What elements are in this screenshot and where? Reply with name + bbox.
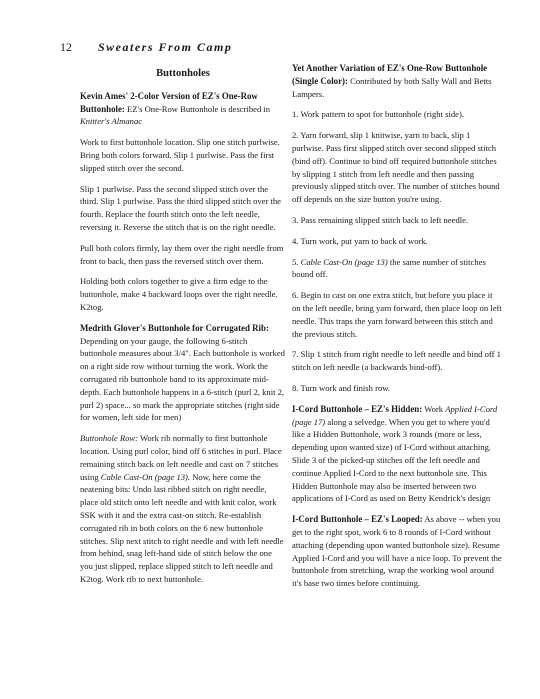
step-4: 4. Turn work, put yarn to back of work. (292, 235, 428, 246)
medrith-text-1: Depending on your gauge, the following 6-stitch buttonhole measures about 3/4". Each buttonhole is worked on a right side row without turning the work. Work the corrugated rib buttonhole band to its approximate mid-depth. Each buttonhole happens in a 6-stitch (purl 2, knit 2, purl 2) space... so mark the appropriate stitches (right side for women, left side for men) (80, 335, 285, 423)
hidden-text-a: Work (422, 403, 446, 414)
book-title: Sweaters From Camp (98, 40, 233, 54)
ames-intro-paragraph (80, 90, 286, 128)
step-5-reference: Cable Cast-On (page 13) (300, 256, 388, 267)
medrith-paragraph-1 (80, 322, 286, 424)
medrith-paragraph-2 (80, 432, 286, 586)
looped-buttonhole-paragraph (292, 513, 502, 590)
ames-book-reference: Knitter's Almanac (80, 116, 143, 127)
looped-buttonhole-heading: I-Cord Buttonhole – EZ's Looped: (292, 514, 423, 525)
step-5 (292, 256, 502, 282)
step-3: 3. Pass remaining slipped stitch back to left needle. (292, 214, 469, 225)
ames-heading: Kevin Ames' 2-Color Version of EZ's One-Row Buttonhole: (80, 90, 258, 114)
cable-cast-on-reference: Cable Cast-On (page 13). (100, 471, 191, 482)
step-2: 2. Yarn forward, slip 1 knitwise, yarn to back, slip 1 purlwise. Pass first slipped stitch over second slipped stitch (bind off). Continue to bind off required buttonhole stitches by slipping 1 stitch from left needle and then passing previously slipped stitch over. The number of stitches bound off depends on the size button you're using. (292, 130, 500, 205)
step-6: 6. Begin to cast on one extra stitch, but before you place it on the left needle, bring yarn forward, then place loop on left needle. This traps the yarn forward between this stitch and the previous stitch. (292, 290, 502, 339)
hidden-buttonhole-paragraph (292, 403, 502, 505)
step-5-number: 5. (292, 256, 301, 267)
right-column (292, 62, 502, 598)
step-1: 1. Work pattern to spot for buttonhole (right side). (292, 109, 464, 120)
variation-intro-paragraph (292, 62, 502, 100)
step-7: 7. Slip 1 stitch from right needle to left needle and bind off 1 stitch on left needle (a backwards bind-off). (292, 349, 501, 373)
page-number: 12 (60, 40, 72, 54)
step-5-text: the same number of stitches bound off. (292, 256, 486, 280)
section-title: Buttonholes (156, 68, 210, 79)
ames-paragraph-3: Pull both colors firmly, lay them over the right needle from front to back, then pass the reversed stitch over them. (80, 242, 284, 266)
medrith-text-2a: Work rib normally to first buttonhole location. Using purl color, bind off 6 stitches in purl. Place remaining stitch back on left needle and cast on 7 stitches using (80, 433, 282, 482)
ames-paragraph-1: Work to first buttonhole location. Slip one stitch purlwise. Bring both colors forward. Slip 1 purlwise. Pass the first slipped stitch over the second. (80, 137, 280, 173)
hidden-text-b: along a selvedge. When you get to where you'd like a Hidden Buttonhole, work 3 rounds (more or less, depending upon wanted size) of I-Cord without attaching. Slide 3 of the picked-up stitches off the left needle and continue Applied I-Cord to the next buttonhole site. This Hidden Buttonhole may also be inserted between two applications of I-Cord as used on Betty Kendrick's design (292, 416, 492, 504)
variation-heading: Yet Another Variation of EZ's One-Row Buttonhole (Single Color): (292, 63, 488, 86)
variation-intro-text: Contributed by both Sally Wall and Betts Lampers. (292, 75, 492, 99)
running-head (60, 40, 232, 55)
ames-paragraph-2: Slip 1 purlwise. Pass the second slipped stitch over the third. Slip 1 purlwise. Pass the third slipped stitch over the fourth. Replace the fourth stitch onto the left needle, reversing it. Reverse the stitch that is on the right needle. (80, 183, 281, 232)
ames-paragraph-4: Holding both colors together to give a firm edge to the buttonhole, make 4 backward loops over the right needle. K2tog. (80, 276, 278, 312)
medrith-text-2b: Now, here come the neatening bits: Undo last ribbed stitch on right needle, place old stitch onto left needle and with knit color, work SSK with it and the extra cast-on stitch. Re-establish corrugated rib in both colors on the 6 new buttonhole stitches. Slip next stitch to right needle and with left needle from behind, snag left-hand side of stitch below the one you just slipped, replace slipped stitch to left needle and K2tog. Work rib to next buttonhole. (80, 471, 284, 584)
applied-icord-reference: Applied I-Cord (page 17) (292, 403, 498, 427)
buttonhole-row-label: Buttonhole Row: (80, 433, 138, 444)
step-8: 8. Turn work and finish row. (292, 382, 391, 393)
ames-intro-text: EZ's One-Row Buttonhole is described in (124, 103, 271, 114)
left-column (80, 62, 286, 594)
hidden-buttonhole-heading: I-Cord Buttonhole – EZ's Hidden: (292, 403, 423, 414)
medrith-heading: Medrith Glover's Buttonhole for Corrugated Rib: (80, 322, 269, 333)
looped-text: As above -- when you get to the right spot, work 6 to 8 rounds of I-Cord without attaching (depending upon wanted buttonhole size). Resume Applied I-Cord and you will have a nice loop. To prevent the buttonhole from stretching, wrap the working wool around it's base two times before continuing. (292, 514, 502, 589)
